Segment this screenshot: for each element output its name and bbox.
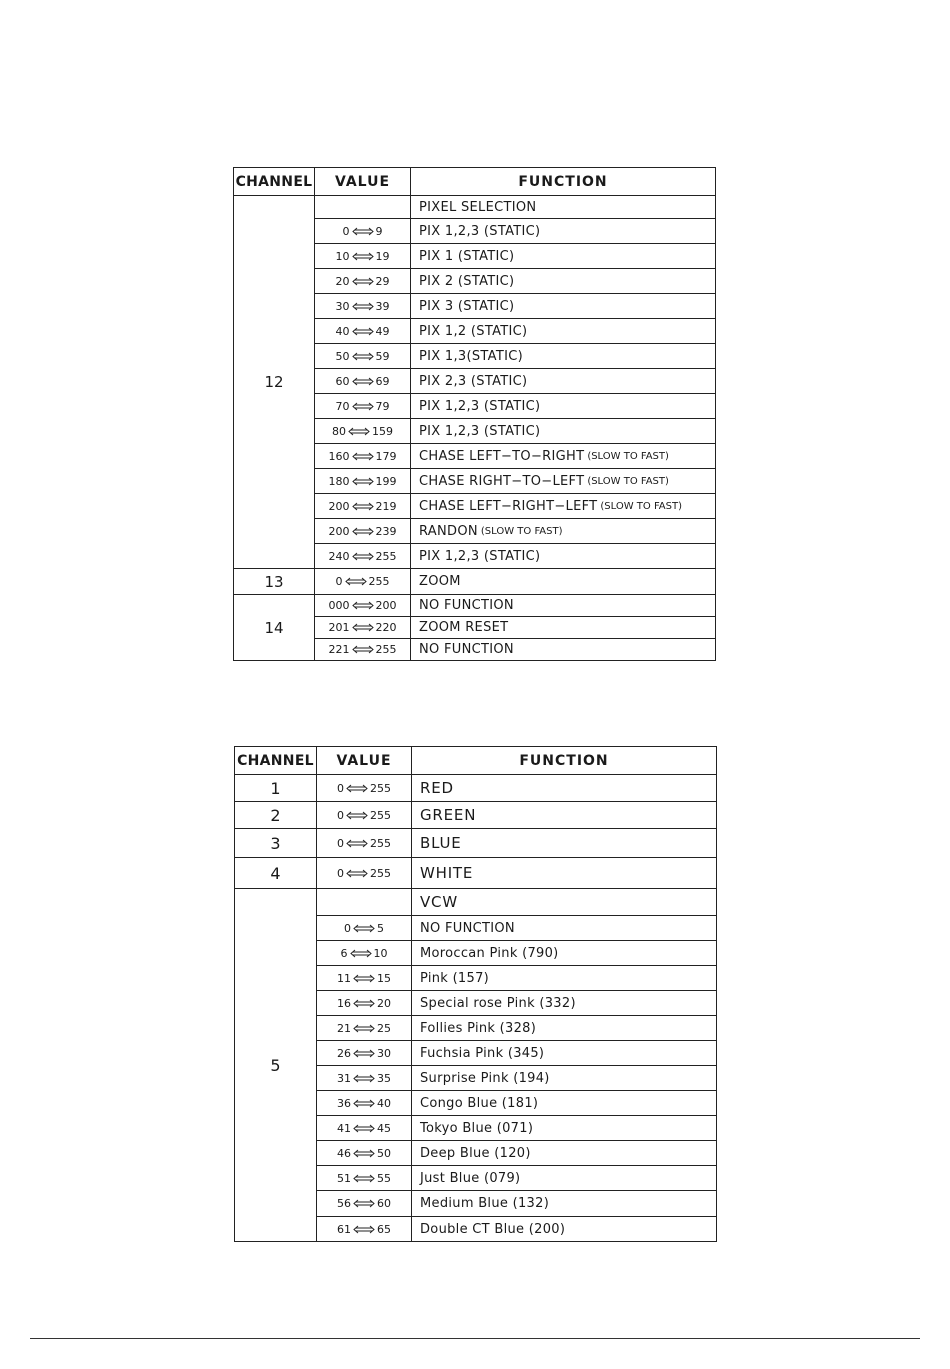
double-arrow-icon — [353, 1225, 375, 1234]
value-high: 29 — [375, 274, 390, 288]
double-arrow-icon — [352, 645, 374, 654]
function-cell — [412, 941, 717, 966]
value-range-cell — [315, 569, 411, 595]
function-note: (SLOW TO FAST) — [600, 500, 682, 512]
value-low: 60 — [335, 374, 350, 388]
double-arrow-icon — [353, 1074, 375, 1083]
value-range-cell — [317, 775, 412, 802]
function-cell — [411, 519, 716, 544]
function-cell — [411, 419, 716, 444]
function-cell — [411, 595, 716, 617]
function-cell — [412, 1066, 717, 1091]
value-low: 11 — [337, 971, 351, 985]
value-range-cell — [317, 991, 412, 1016]
value-range-cell — [317, 1116, 412, 1141]
function-label: CHASE LEFT−TO−RIGHT — [419, 448, 585, 464]
value-high: 239 — [375, 524, 397, 538]
function-cell — [411, 196, 716, 219]
value-high: 79 — [375, 399, 390, 413]
value-range-cell — [315, 244, 411, 269]
double-arrow-icon — [353, 1099, 375, 1108]
value-low: 10 — [335, 249, 350, 263]
value-range-cell — [317, 1166, 412, 1191]
double-arrow-icon — [353, 1049, 375, 1058]
function-label: PIX 1,2,3 (STATIC) — [419, 223, 541, 239]
function-note: (SLOW TO FAST) — [480, 525, 563, 537]
value-high: 159 — [372, 424, 393, 438]
dmx-table-2 — [234, 746, 717, 1242]
value-high: 255 — [370, 866, 391, 880]
channel-cell: 2 — [235, 802, 317, 829]
value-low: 200 — [328, 499, 350, 513]
function-cell — [412, 1141, 717, 1166]
header-value: VALUE — [315, 168, 411, 196]
value-range-cell — [315, 444, 411, 469]
function-cell — [411, 244, 716, 269]
value-low: 50 — [335, 349, 350, 363]
function-label: PIX 1,2,3 (STATIC) — [419, 398, 541, 414]
function-label: PIX 2 (STATIC) — [419, 273, 515, 289]
value-low: 36 — [337, 1096, 351, 1110]
value-low: 240 — [328, 549, 350, 563]
value-range-cell — [317, 916, 412, 941]
value-low: 26 — [337, 1046, 351, 1060]
function-label: GREEN — [420, 806, 477, 824]
value-range-cell — [317, 1066, 412, 1091]
value-range-cell — [317, 1016, 412, 1041]
function-cell — [412, 775, 717, 802]
function-label: CHASE RIGHT−TO−LEFT — [419, 473, 585, 489]
header-function: FUNCTION — [412, 747, 717, 775]
function-label: PIXEL SELECTION — [419, 199, 537, 215]
value-range-cell — [317, 941, 412, 966]
value-range-cell — [315, 494, 411, 519]
value-high: 25 — [377, 1021, 391, 1035]
value-low: 21 — [337, 1021, 351, 1035]
value-high: 200 — [375, 599, 397, 612]
double-arrow-icon — [353, 1124, 375, 1133]
channel-cell: 13 — [234, 569, 315, 595]
function-label: Congo Blue (181) — [420, 1095, 539, 1111]
function-label: PIX 1 (STATIC) — [419, 248, 515, 264]
header-channel: CHANNEL — [234, 168, 315, 196]
double-arrow-icon — [352, 502, 374, 511]
value-range-cell — [315, 519, 411, 544]
function-cell — [411, 294, 716, 319]
channel-cell: 5 — [235, 889, 317, 1242]
function-label: CHASE LEFT−RIGHT−LEFT — [419, 498, 598, 514]
function-cell — [411, 369, 716, 394]
header-value: VALUE — [317, 747, 412, 775]
footer-rule — [30, 1338, 920, 1339]
function-label: Double CT Blue (200) — [420, 1221, 566, 1237]
value-high: 45 — [377, 1121, 391, 1135]
double-arrow-icon — [352, 601, 374, 610]
function-label: Fuchsia Pink (345) — [420, 1045, 545, 1061]
double-arrow-icon — [352, 327, 374, 336]
function-label: RANDON — [419, 523, 478, 539]
double-arrow-icon — [345, 577, 367, 586]
value-range-cell — [317, 1091, 412, 1116]
value-low: 56 — [337, 1197, 351, 1210]
function-cell — [411, 394, 716, 419]
value-range-cell — [317, 802, 412, 829]
double-arrow-icon — [346, 839, 368, 848]
function-cell — [411, 344, 716, 369]
value-high: 10 — [373, 946, 388, 960]
header-function: FUNCTION — [411, 168, 716, 196]
value-range-cell — [317, 858, 412, 889]
function-label: Follies Pink (328) — [420, 1020, 537, 1036]
value-low: 200 — [328, 524, 350, 538]
value-low: 51 — [337, 1171, 351, 1185]
value-high: 255 — [368, 575, 390, 588]
value-range-cell — [317, 1141, 412, 1166]
channel-cell: 14 — [234, 595, 315, 661]
value-range-cell — [315, 196, 411, 219]
function-cell — [411, 444, 716, 469]
value-high: 5 — [377, 921, 384, 935]
value-low: 80 — [332, 424, 346, 438]
function-label: PIX 1,2,3 (STATIC) — [419, 548, 541, 564]
value-range-cell — [317, 829, 412, 858]
function-label: NO FUNCTION — [420, 920, 515, 936]
double-arrow-icon — [352, 252, 374, 261]
value-high: 49 — [375, 324, 390, 338]
double-arrow-icon — [346, 811, 368, 820]
value-range-cell — [315, 294, 411, 319]
function-label: RED — [420, 779, 454, 797]
function-cell — [411, 219, 716, 244]
value-high: 219 — [375, 499, 397, 513]
value-high: 35 — [377, 1071, 391, 1085]
channel-cell: 4 — [235, 858, 317, 889]
value-range-cell — [315, 319, 411, 344]
value-range-cell — [315, 639, 411, 661]
value-low: 0 — [337, 836, 344, 850]
function-label: ZOOM RESET — [419, 620, 509, 635]
function-cell — [412, 1016, 717, 1041]
value-high: 50 — [377, 1146, 391, 1160]
value-low: 41 — [337, 1121, 351, 1135]
double-arrow-icon — [352, 623, 374, 632]
function-cell — [412, 858, 717, 889]
value-high: 69 — [375, 374, 390, 388]
value-high: 255 — [375, 549, 397, 563]
value-low: 31 — [337, 1071, 351, 1085]
value-high: 55 — [377, 1171, 391, 1185]
value-range-cell — [315, 219, 411, 244]
value-low: 201 — [328, 621, 350, 634]
value-low: 0 — [335, 575, 343, 588]
function-cell — [412, 889, 717, 916]
function-cell — [411, 639, 716, 661]
channel-cell: 12 — [234, 196, 315, 569]
function-cell — [412, 991, 717, 1016]
double-arrow-icon — [353, 999, 375, 1008]
value-range-cell — [315, 344, 411, 369]
function-label: Deep Blue (120) — [420, 1145, 531, 1161]
double-arrow-icon — [352, 227, 374, 236]
value-high: 179 — [375, 449, 397, 463]
value-range-cell — [315, 617, 411, 639]
value-low: 30 — [335, 299, 350, 313]
function-label: VCW — [420, 893, 458, 911]
function-note: (SLOW TO FAST) — [587, 450, 669, 462]
double-arrow-icon — [353, 924, 375, 933]
value-low: 000 — [328, 599, 350, 612]
double-arrow-icon — [353, 1024, 375, 1033]
function-cell — [411, 319, 716, 344]
value-low: 0 — [342, 224, 350, 238]
function-label: Just Blue (079) — [420, 1170, 521, 1186]
function-label: PIX 1,3(STATIC) — [419, 348, 523, 364]
function-cell — [411, 544, 716, 569]
function-label: WHITE — [420, 864, 474, 882]
function-label: PIX 3 (STATIC) — [419, 298, 515, 314]
double-arrow-icon — [353, 1174, 375, 1183]
value-range-cell — [317, 1191, 412, 1217]
header-channel: CHANNEL — [235, 747, 317, 775]
double-arrow-icon — [352, 452, 374, 461]
value-high: 255 — [370, 836, 391, 850]
function-label: PIX 2,3 (STATIC) — [419, 373, 528, 389]
function-cell — [411, 569, 716, 595]
value-low: 0 — [337, 866, 344, 880]
dmx-table-1 — [233, 167, 716, 661]
function-label: NO FUNCTION — [419, 598, 514, 613]
value-high: 9 — [375, 224, 383, 238]
double-arrow-icon — [352, 377, 374, 386]
function-label: Pink (157) — [420, 970, 490, 986]
value-high: 40 — [377, 1096, 391, 1110]
value-high: 220 — [375, 621, 397, 634]
value-high: 15 — [377, 971, 391, 985]
value-range-cell — [315, 595, 411, 617]
value-low: 6 — [340, 946, 348, 960]
function-label: Surprise Pink (194) — [420, 1070, 550, 1086]
value-low: 61 — [337, 1222, 351, 1236]
function-label: NO FUNCTION — [419, 642, 514, 657]
function-cell — [412, 916, 717, 941]
function-cell — [412, 1091, 717, 1116]
value-high: 255 — [370, 781, 391, 795]
double-arrow-icon — [352, 277, 374, 286]
function-label: ZOOM — [419, 574, 461, 589]
function-cell — [412, 1191, 717, 1217]
function-label: PIX 1,2 (STATIC) — [419, 323, 528, 339]
value-range-cell — [315, 269, 411, 294]
double-arrow-icon — [352, 402, 374, 411]
value-low: 160 — [328, 449, 350, 463]
double-arrow-icon — [348, 427, 370, 436]
value-range-cell — [317, 1041, 412, 1066]
value-high: 30 — [377, 1046, 391, 1060]
value-low: 20 — [335, 274, 350, 288]
value-low: 180 — [328, 474, 350, 488]
double-arrow-icon — [353, 974, 375, 983]
value-low: 221 — [328, 643, 350, 656]
value-high: 60 — [377, 1197, 391, 1210]
double-arrow-icon — [353, 1199, 375, 1208]
function-cell — [412, 966, 717, 991]
value-high: 20 — [377, 996, 391, 1010]
function-cell — [412, 829, 717, 858]
value-range-cell — [315, 419, 411, 444]
value-high: 59 — [375, 349, 390, 363]
function-cell — [411, 494, 716, 519]
double-arrow-icon — [350, 949, 372, 958]
value-low: 70 — [335, 399, 350, 413]
function-cell — [411, 269, 716, 294]
double-arrow-icon — [352, 552, 374, 561]
value-range-cell — [317, 889, 412, 916]
function-label: Special rose Pink (332) — [420, 995, 576, 1011]
function-cell — [411, 469, 716, 494]
channel-cell: 3 — [235, 829, 317, 858]
value-range-cell — [315, 469, 411, 494]
value-high: 199 — [375, 474, 397, 488]
function-cell — [412, 1166, 717, 1191]
value-low: 40 — [335, 324, 350, 338]
function-label: Moroccan Pink (790) — [420, 945, 559, 961]
function-cell — [412, 1217, 717, 1242]
value-range-cell — [315, 369, 411, 394]
function-label: PIX 1,2,3 (STATIC) — [419, 423, 541, 439]
value-high: 39 — [375, 299, 390, 313]
value-high: 65 — [377, 1222, 391, 1236]
value-low: 46 — [337, 1146, 351, 1160]
value-low: 0 — [344, 921, 351, 935]
value-high: 255 — [370, 808, 391, 822]
value-range-cell — [317, 966, 412, 991]
function-label: Tokyo Blue (071) — [420, 1120, 534, 1136]
value-low: 16 — [337, 996, 351, 1010]
double-arrow-icon — [346, 784, 368, 793]
value-range-cell — [315, 544, 411, 569]
value-high: 19 — [375, 249, 390, 263]
value-high: 255 — [375, 643, 397, 656]
function-cell — [412, 1116, 717, 1141]
value-low: 0 — [337, 808, 344, 822]
function-label: Medium Blue (132) — [420, 1196, 550, 1211]
function-cell — [411, 617, 716, 639]
function-label: BLUE — [420, 834, 462, 852]
value-low: 0 — [337, 781, 344, 795]
value-range-cell — [315, 394, 411, 419]
function-cell — [412, 1041, 717, 1066]
double-arrow-icon — [352, 352, 374, 361]
channel-cell: 1 — [235, 775, 317, 802]
value-range-cell — [317, 1217, 412, 1242]
function-cell — [412, 802, 717, 829]
double-arrow-icon — [353, 1149, 375, 1158]
double-arrow-icon — [352, 527, 374, 536]
double-arrow-icon — [352, 477, 374, 486]
double-arrow-icon — [346, 869, 368, 878]
function-note: (SLOW TO FAST) — [587, 475, 669, 487]
double-arrow-icon — [352, 302, 374, 311]
